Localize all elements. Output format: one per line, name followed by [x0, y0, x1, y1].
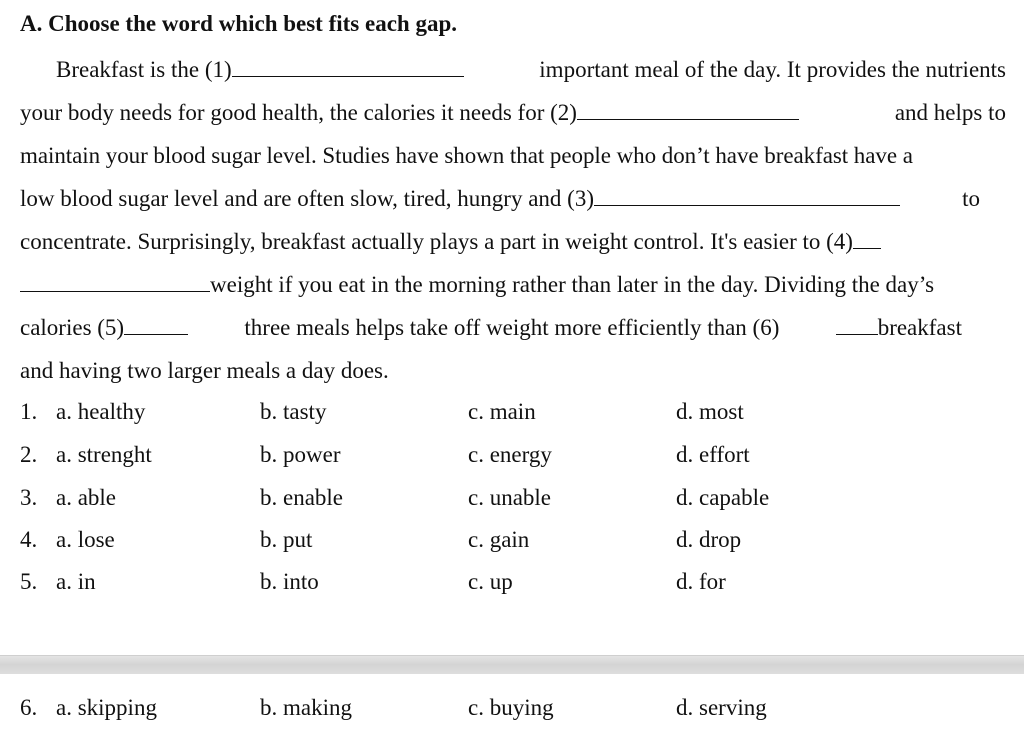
option-d: d. for: [676, 569, 726, 594]
option-c: c. buying: [468, 695, 554, 720]
exercise-heading: A. Choose the word which best fits each gap.: [20, 11, 457, 36]
option-d: d. effort: [676, 442, 750, 467]
passage-text: to: [962, 186, 980, 211]
passage-text: and helps to: [894, 100, 1006, 125]
passage-line-6: [20, 270, 1006, 300]
option-b: b. put: [260, 527, 313, 552]
gap-1-blank: [232, 56, 464, 77]
question-row-2: [0, 442, 1024, 472]
gap-4-blank-start: [853, 228, 881, 249]
passage-line-8: and having two larger meals a day does.: [20, 358, 389, 383]
option-b: b. enable: [260, 485, 344, 510]
passage-text: concentrate. Surprisingly, breakfast actually plays a part in weight control. It's easier to (4): [20, 229, 853, 254]
question-number: 6.: [20, 695, 38, 720]
option-c: c. up: [468, 569, 513, 594]
passage-text: your body needs for good health, the calories it needs for (2): [20, 100, 577, 125]
option-c: c. energy: [468, 442, 552, 467]
option-c: c. main: [468, 399, 536, 424]
option-d: d. serving: [676, 695, 767, 720]
passage-text: breakfast: [877, 315, 962, 340]
question-number: 3.: [20, 485, 38, 510]
option-a: a. skipping: [56, 695, 157, 720]
question-number: 5.: [20, 569, 38, 594]
passage-line-2: [20, 98, 1006, 128]
option-a: a. healthy: [56, 399, 146, 424]
passage-line-5: [20, 227, 1006, 257]
passage-line-3: maintain your blood sugar level. Studies have shown that people who don’t have breakfast have a: [20, 143, 913, 168]
option-b: b. into: [260, 569, 319, 594]
question-row-6: [0, 695, 1024, 725]
option-c: c. gain: [468, 527, 530, 552]
passage-text: low blood sugar level and are often slow, tired, hungry and (3): [20, 186, 594, 211]
gap-6-blank: [836, 314, 878, 335]
passage-text: calories (5): [20, 315, 125, 340]
gap-5-blank: [124, 314, 188, 335]
passage-line-1: [56, 55, 1006, 85]
question-row-5: [0, 569, 1024, 599]
passage-text: Breakfast is the (1): [56, 57, 232, 82]
option-b: b. tasty: [260, 399, 327, 424]
question-number: 1.: [20, 399, 38, 424]
gap-2-blank: [577, 99, 799, 120]
gap-4-blank: [20, 271, 210, 292]
option-a: a. strenght: [56, 442, 152, 467]
question-number: 2.: [20, 442, 38, 467]
option-b: b. power: [260, 442, 341, 467]
option-a: a. in: [56, 569, 96, 594]
question-row-4: [0, 527, 1024, 557]
question-number: 4.: [20, 527, 38, 552]
option-c: c. unable: [468, 485, 552, 510]
passage-text: three meals helps take off weight more efficiently than (6): [244, 315, 780, 340]
document-page-2: [0, 674, 1024, 733]
option-b: b. making: [260, 695, 352, 720]
question-row-1: [0, 399, 1024, 429]
option-d: d. capable: [676, 485, 770, 510]
passage-line-7: [20, 313, 962, 343]
passage-text: important meal of the day. It provides the nutrients: [539, 57, 1006, 82]
option-d: d. most: [676, 399, 744, 424]
option-a: a. able: [56, 485, 117, 510]
page-separator: [0, 655, 1024, 676]
passage-text: weight if you eat in the morning rather than later in the day. Dividing the day’s: [210, 272, 935, 297]
question-row-3: [0, 485, 1024, 515]
option-a: a. lose: [56, 527, 115, 552]
passage-line-4: [20, 184, 980, 214]
gap-3-blank: [594, 185, 900, 206]
option-d: d. drop: [676, 527, 742, 552]
